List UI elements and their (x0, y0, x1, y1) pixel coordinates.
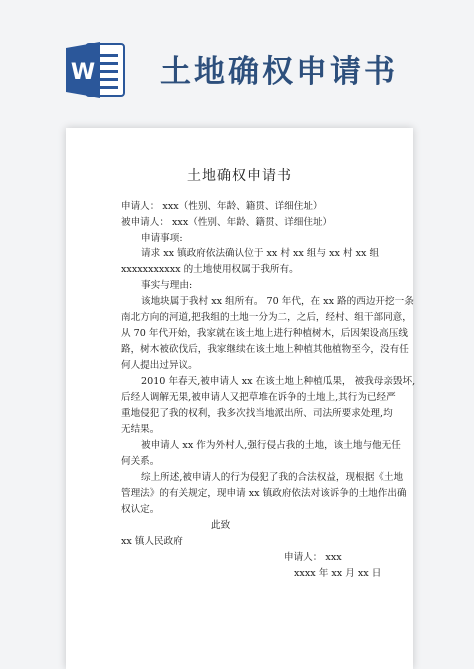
closing-line: 此致 (211, 520, 231, 531)
paragraph-line: 后经人调解无果,被申请人又把草堆在诉争的土地上,其行为已经严 (121, 392, 396, 403)
svg-text:W: W (70, 60, 96, 85)
signature-line: 申请人： xxx (284, 552, 342, 563)
paragraph-line: xxxxxxxxxxx 的土地使用权属于我所有。 (121, 264, 299, 275)
banner (0, 0, 474, 125)
paragraph-line: 权认定。 (121, 504, 160, 515)
section-heading: 事实与理由: (141, 280, 193, 291)
document-page (66, 128, 416, 669)
recipient-line: xx 镇人民政府 (121, 536, 183, 547)
paragraph-line: 路，树木被砍伐后，我家继续在该土地上种植其他植物至今，没有任 (121, 344, 409, 355)
paragraph-line: 无结果。 (121, 424, 160, 435)
banner-title: 土地确权申请书 (160, 54, 398, 90)
paragraph-line: 重地侵犯了我的权利，我多次找当地派出所、司法所要求处理,均 (121, 408, 393, 419)
paragraph-line: 综上所述,被申请人的行为侵犯了我的合法权益，现根据《土地 (141, 472, 404, 483)
date-line: xxxx 年 xx 月 xx 日 (294, 568, 382, 579)
paragraph-line: 该地块属于我村 xx 组所有。 70 年代，在 xx 路的西边开挖一条 (141, 296, 414, 307)
paragraph-line: 被申请人 xx 作为外村人,强行侵占我的土地，该土地与他无任 (141, 440, 401, 451)
respondent-line: 被申请人： xxx（性别、年龄、籍贯、详细住址） (121, 217, 333, 228)
paragraph-line: 请求 xx 镇政府依法确认位于 xx 村 xx 组与 xx 村 xx 组 (141, 248, 380, 259)
applicant-line: 申请人： xxx（性别、年龄、籍贯、详细住址） (121, 201, 323, 212)
document-title: 土地确权申请书 (187, 168, 292, 184)
paragraph-line: 从 70 年代开始，我家就在该土地上进行种植树木，后因架设高压线 (121, 328, 408, 339)
paragraph-line: 何关系。 (121, 456, 160, 467)
paragraph-line: 何人提出过异议。 (121, 360, 198, 371)
paragraph-line: 管理法》的有关规定，现申请 xx 镇政府依法对该诉争的土地作出确 (121, 488, 407, 499)
section-heading: 申请事项: (141, 233, 183, 244)
word-icon (64, 38, 128, 102)
paragraph-line: 2010 年春天,被申请人 xx 在该土地上种植瓜果， 被我母亲毁坏, (141, 376, 416, 387)
paragraph-line: 南北方向的河道,把我组的土地一分为二，之后，经村、组干部同意， (121, 312, 412, 323)
